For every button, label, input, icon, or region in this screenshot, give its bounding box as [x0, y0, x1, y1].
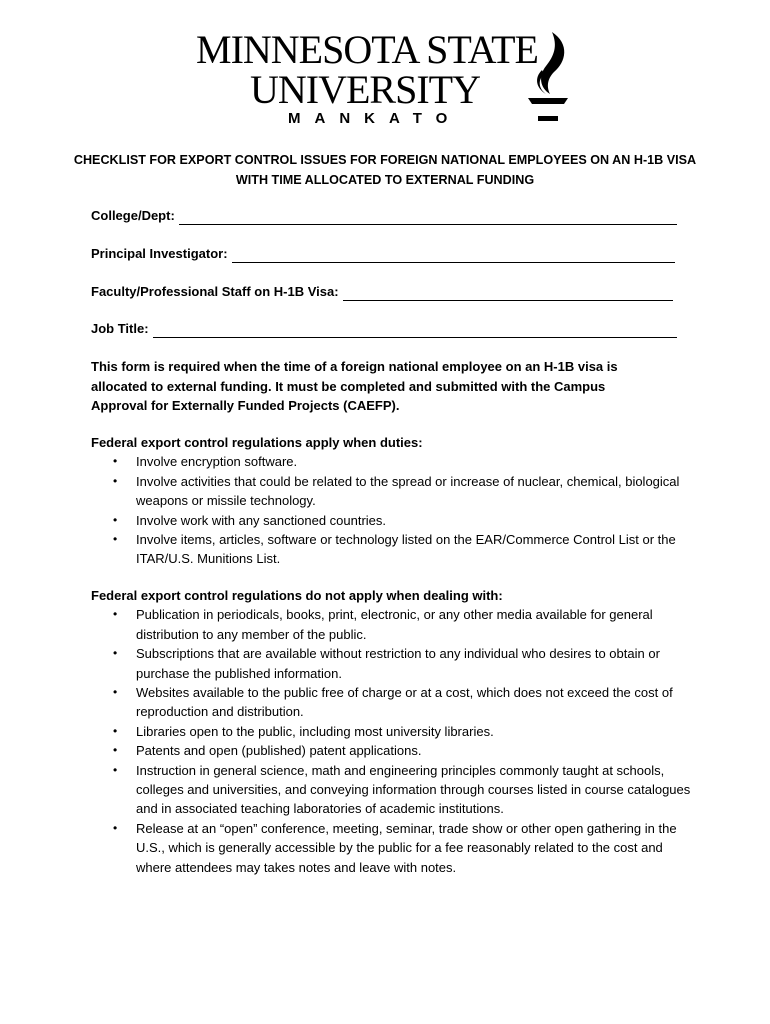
- job-title-label: Job Title:: [91, 321, 149, 336]
- list-item: [91, 722, 691, 741]
- bullet-icon: •: [113, 723, 118, 738]
- list-item-text: Publication in periodicals, books, print, electronic, or any other media available for general distribution to any member of the public.: [136, 607, 653, 642]
- bullet-icon: •: [113, 473, 118, 488]
- logo-wordmark-line2: UNIVERSITY: [250, 67, 480, 112]
- list-item: [91, 683, 691, 722]
- list-item: [91, 741, 691, 760]
- bullet-icon: •: [113, 762, 118, 777]
- faculty-staff-label: Faculty/Professional Staff on H-1B Visa:: [91, 284, 339, 299]
- list-item: [91, 644, 691, 683]
- list-item-text: Release at an “open” conference, meeting, seminar, trade show or other open gathering in the U.S., which is generally accessible by the public for a fee reasonably related to the cost and where attendees may takes notes and leave with notes.: [136, 820, 677, 875]
- logo-wordmark-line3: MANKATO: [288, 110, 462, 127]
- job-title-blank-line[interactable]: [153, 324, 677, 338]
- principal-investigator-blank-line[interactable]: [232, 249, 675, 263]
- list-item-text: Instruction in general science, math and engineering principles commonly taught at schools, colleges and universities, and conveying information through courses listed in course catalogues and in associated teaching laboratories of academic institutions.: [136, 762, 691, 817]
- bullet-icon: •: [113, 646, 118, 661]
- college-dept-label: College/Dept:: [91, 208, 175, 223]
- apply-section: [91, 433, 681, 569]
- list-item: [91, 761, 691, 819]
- principal-investigator-field[interactable]: [91, 245, 675, 263]
- bullet-icon: •: [113, 532, 118, 547]
- list-item-text: Involve activities that could be related to the spread or increase of nuclear, chemical, biological weapons or missile technology.: [136, 473, 680, 509]
- principal-investigator-label: Principal Investigator:: [91, 246, 228, 261]
- not-apply-section: [91, 586, 691, 877]
- college-dept-blank-line[interactable]: [179, 211, 677, 225]
- not-apply-heading: Federal export control regulations do not apply when dealing with:: [91, 588, 503, 603]
- list-item-text: Involve items, articles, software or technology listed on the EAR/Commerce Control List or the ITAR/U.S. Munitions List.: [136, 532, 676, 567]
- form-title: CHECKLIST FOR EXPORT CONTROL ISSUES FOR FOREIGN NATIONAL EMPLOYEES ON AN H-1B VISA WITH TIME ALLOCATED TO EXTERNAL FUNDING: [73, 153, 697, 187]
- not-apply-list: [91, 605, 691, 877]
- bullet-icon: •: [113, 607, 118, 622]
- list-item-text: Involve work with any sanctioned countries.: [136, 512, 387, 528]
- bullet-icon: •: [113, 454, 118, 469]
- list-item: [91, 530, 681, 569]
- list-item: [91, 452, 681, 471]
- list-item-text: Subscriptions that are available without restriction to any individual who desires to obtain or purchase the published information.: [136, 646, 660, 681]
- list-item: [91, 605, 691, 644]
- intro-paragraph: This form is required when the time of a foreign national employee on an H-1B visa is allocated to external funding. It must be completed and submitted with the Campus Approval for Externally Funded Projects (CAEFP).: [91, 359, 618, 413]
- job-title-field[interactable]: [91, 320, 677, 338]
- bullet-icon: •: [113, 820, 118, 835]
- logo-wordmark-line1: MINNESOTA STATE: [196, 27, 538, 72]
- apply-heading: Federal export control regulations apply when duties:: [91, 435, 423, 450]
- bullet-icon: •: [113, 512, 118, 527]
- list-item-text: Patents and open (published) patent applications.: [136, 743, 422, 759]
- bullet-icon: •: [113, 685, 118, 700]
- list-item-text: Libraries open to the public, including most university libraries.: [136, 723, 494, 739]
- torch-flame-icon: [518, 30, 578, 122]
- list-item: [91, 819, 691, 877]
- faculty-staff-blank-line[interactable]: [343, 287, 673, 301]
- list-item-text: Involve encryption software.: [136, 454, 298, 470]
- faculty-staff-field[interactable]: [91, 283, 673, 301]
- list-item: [91, 472, 681, 511]
- list-item: [91, 511, 681, 530]
- bullet-icon: •: [113, 743, 118, 758]
- college-dept-field[interactable]: [91, 207, 677, 225]
- apply-list: [91, 452, 681, 568]
- list-item-text: Websites available to the public free of charge or at a cost, which does not exceed the cost of reproduction and distribution.: [136, 685, 673, 720]
